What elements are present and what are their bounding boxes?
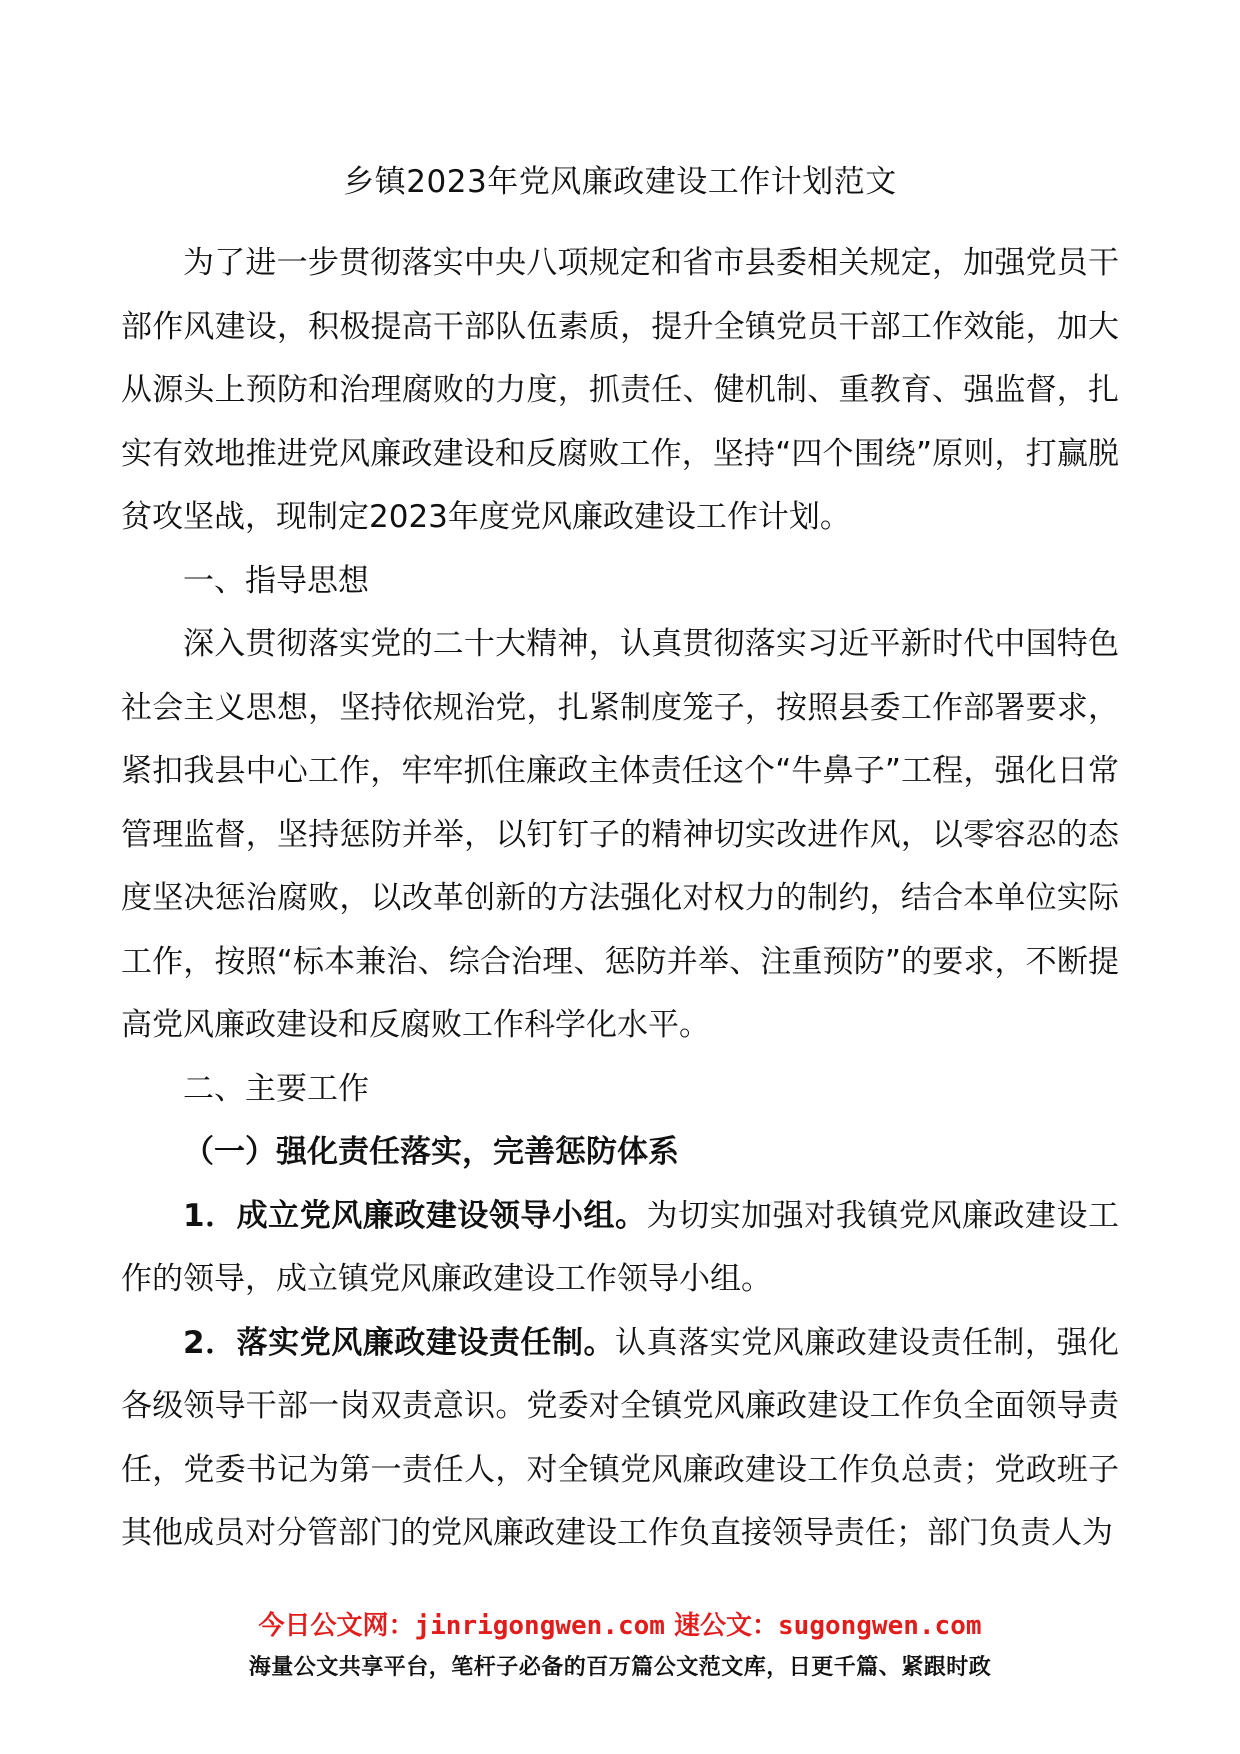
footer-banner <box>0 1608 1240 1684</box>
intro-paragraph: 为了进一步贯彻落实中央八项规定和省市县委相关规定，加强党员干部作风建设，积极提高干部队伍素质，提升全镇党员干部工作效能，加大从源头上预防和治理腐败的力度，抓责任、健机制、重教育、强监督，扎实有效地推进党风廉政建设和反腐败工作，坚持“四个围绕”原则，打赢脱贫攻坚战，现制定2023年度党风廉政建设工作计划。 <box>121 245 1119 535</box>
site2-label: 速公文： <box>674 1611 779 1641</box>
site1-label: 今日公文网： <box>258 1611 415 1641</box>
item-1-paragraph <box>121 1185 1119 1312</box>
guiding-ideology-paragraph: 深入贯彻落实党的二十大精神，认真贯彻落实习近平新时代中国特色社会主义思想，坚持依规治党，扎紧制度笼子，按照县委工作部署要求，紧扣我县中心工作，牢牢抓住廉政主体责任这个“牛鼻子”工程，强化日常管理监督，坚持惩防并举，以钉钉子的精神切实改进作风，以零容忍的态度坚决惩治腐败，以改革创新的方法强化对权力的制约，结合本单位实际工作，按照“标本兼治、综合治理、惩防并举、注重预防”的要求，不断提高党风廉政建设和反腐败工作科学化水平。 <box>121 626 1119 1043</box>
site2-url-link[interactable]: sugongwen.com <box>778 1611 982 1641</box>
footer-sites <box>0 1608 1240 1644</box>
document-body <box>121 232 1119 1566</box>
item-2-lead: 2．落实党风廉政建设责任制。 <box>183 1324 616 1361</box>
item-1-text: 为切实加强对我镇党风廉政建设工作的领导，成立镇党风廉政建设工作领导小组。 <box>121 1197 1119 1297</box>
item-2-text: 认真落实党风廉政建设责任制，强化各级领导干部一岗双责意识。党委对全镇党风廉政建设工作负全面领导责任，党委书记为第一责任人，对全镇党风廉政建设工作负总责；党政班子其他成员对分管部门的党风廉政建设工作负直接领导责任；部门负责人为 <box>121 1324 1119 1551</box>
section-heading-main-work: 二、主要工作 <box>183 1070 369 1107</box>
document-title: 乡镇2023年党风廉政建设工作计划范文 <box>343 164 897 200</box>
item-2-paragraph <box>121 1312 1119 1566</box>
site1-url-link[interactable]: jinrigongwen.com <box>414 1611 665 1641</box>
item-1-lead: 1．成立党风廉政建设领导小组。 <box>183 1197 647 1234</box>
subsection-heading-responsibility: （一）强化责任落实，完善惩防体系 <box>183 1134 679 1170</box>
footer-tagline: 海量公文共享平台，笔杆子必备的百万篇公文范文库，日更千篇、紧跟时政 <box>248 1655 992 1680</box>
section-heading-guiding-ideology: 一、指导思想 <box>183 562 369 599</box>
